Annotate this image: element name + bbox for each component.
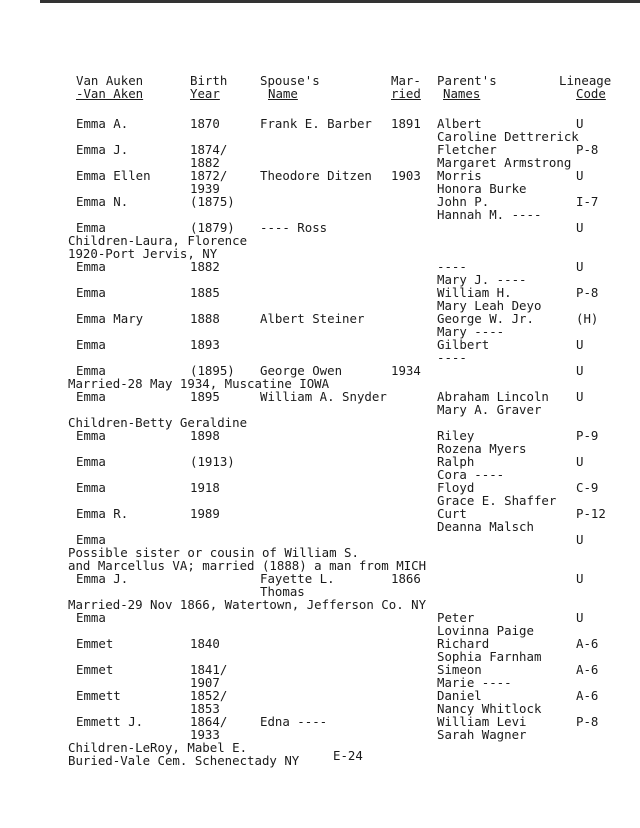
record-note-text: Buried-Vale Cem. Schenectady NY <box>68 753 300 768</box>
entry-name: Emma <box>76 337 106 352</box>
entry-name: Emma <box>76 259 106 274</box>
record-row <box>0 637 640 663</box>
lineage-code: P-9 <box>576 428 599 443</box>
header-lineage-2: Code <box>576 86 606 101</box>
birth-year-end: 1939 <box>190 181 220 196</box>
birth-year: 1918 <box>190 480 220 495</box>
parent-father: Daniel <box>437 688 482 703</box>
header-married-2: ried <box>391 86 421 101</box>
birth-year: 1841/ <box>190 662 228 677</box>
married-year: 1866 <box>391 571 421 586</box>
parent-father: Ralph <box>437 454 475 469</box>
parent-father: Albert <box>437 116 482 131</box>
lineage-code: P-12 <box>576 506 606 521</box>
birth-year-end: 1907 <box>190 675 220 690</box>
record-row <box>0 286 640 312</box>
entry-name: Emmett J. <box>76 714 144 729</box>
parent-father: Curt <box>437 506 467 521</box>
spouse-name: George Owen <box>260 363 343 378</box>
entry-name: Emma <box>76 454 106 469</box>
record-note <box>0 754 640 767</box>
parent-mother: Caroline Dettrerick <box>437 129 579 144</box>
spouse-name: Frank E. Barber <box>260 116 372 131</box>
entry-name: Emma <box>76 532 106 547</box>
birth-year: (1895) <box>190 363 235 378</box>
parent-mother: Mary A. Graver <box>437 402 542 417</box>
entry-name: Emma J. <box>76 571 129 586</box>
top-rule <box>40 0 640 3</box>
birth-year: 1852/ <box>190 688 228 703</box>
entry-name: Emma <box>76 363 106 378</box>
birth-year: 1872/ <box>190 168 228 183</box>
parent-mother: Sophia Farnham <box>437 649 542 664</box>
spouse-name: Theodore Ditzen <box>260 168 372 183</box>
spouse-name: Edna ---- <box>260 714 328 729</box>
record-note-text: Children-Betty Geraldine <box>68 415 248 430</box>
married-year: 1903 <box>391 168 421 183</box>
lineage-code: U <box>576 116 584 131</box>
spouse-name: ---- Ross <box>260 220 328 235</box>
parent-father: Morris <box>437 168 482 183</box>
header-parents-1: Parent's <box>437 73 497 88</box>
entry-name: Emma <box>76 610 106 625</box>
birth-year: 1989 <box>190 506 220 521</box>
record-row <box>0 143 640 169</box>
parent-mother: Deanna Malsch <box>437 519 534 534</box>
lineage-code: A-6 <box>576 688 599 703</box>
spouse-name: Albert Steiner <box>260 311 365 326</box>
parent-father: Gilbert <box>437 337 490 352</box>
parent-father: Fletcher <box>437 142 497 157</box>
birth-year: 1895 <box>190 389 220 404</box>
record-row <box>0 689 640 715</box>
parent-father: Riley <box>437 428 475 443</box>
birth-year: 1898 <box>190 428 220 443</box>
parent-father: William Levi <box>437 714 527 729</box>
entry-name: Emma <box>76 428 106 443</box>
record-note-text: Possible sister or cousin of William S. <box>68 545 359 560</box>
record-list <box>0 117 640 767</box>
record-note-text: Married-29 Nov 1866, Watertown, Jefferson Co. NY <box>68 597 427 612</box>
record-row <box>0 507 640 533</box>
birth-year-end: 1853 <box>190 701 220 716</box>
birth-year: 1864/ <box>190 714 228 729</box>
lineage-code: U <box>576 389 584 404</box>
married-year: 1934 <box>391 363 421 378</box>
spouse-name-line2: Thomas <box>260 584 305 599</box>
lineage-code: U <box>576 532 584 547</box>
birth-year: 1870 <box>190 116 220 131</box>
record-row <box>0 715 640 741</box>
birth-year: 1874/ <box>190 142 228 157</box>
record-row <box>0 169 640 195</box>
parent-mother: Honora Burke <box>437 181 527 196</box>
lineage-code: I-7 <box>576 194 599 209</box>
entry-name: Emma Ellen <box>76 168 151 183</box>
parent-mother: Cora ---- <box>437 467 505 482</box>
record-row <box>0 260 640 286</box>
birth-year: 1882 <box>190 259 220 274</box>
record-note-text: and Marcellus VA; married (1888) a man from MICH <box>68 558 427 573</box>
column-header <box>0 74 640 104</box>
header-married-1: Mar- <box>391 73 421 88</box>
parent-father: Simeon <box>437 662 482 677</box>
birth-year-end: 1882 <box>190 155 220 170</box>
parent-father: Floyd <box>437 480 475 495</box>
parent-mother: Mary Leah Deyo <box>437 298 542 313</box>
married-year: 1891 <box>391 116 421 131</box>
lineage-code: C-9 <box>576 480 599 495</box>
parent-father: John P. <box>437 194 490 209</box>
record-row <box>0 338 640 364</box>
birth-year: 1885 <box>190 285 220 300</box>
parent-mother: Hannah M. ---- <box>437 207 542 222</box>
entry-name: Emmet <box>76 662 114 677</box>
birth-year-end: 1933 <box>190 727 220 742</box>
parent-mother: Mary J. ---- <box>437 272 527 287</box>
record-row <box>0 481 640 507</box>
parent-father: George W. Jr. <box>437 311 534 326</box>
entry-name: Emma <box>76 389 106 404</box>
header-name-2: -Van Aken <box>76 86 144 101</box>
birth-year: 1893 <box>190 337 220 352</box>
parent-father: Abraham Lincoln <box>437 389 549 404</box>
header-spouse-1: Spouse's <box>260 73 320 88</box>
lineage-code: P-8 <box>576 285 599 300</box>
birth-year: (1875) <box>190 194 235 209</box>
lineage-code: U <box>576 454 584 469</box>
entry-name: Emma <box>76 480 106 495</box>
parent-mother: ---- <box>437 350 467 365</box>
header-birth-1: Birth <box>190 73 228 88</box>
lineage-code: A-6 <box>576 636 599 651</box>
parent-father: ---- <box>437 259 467 274</box>
parent-father: Richard <box>437 636 490 651</box>
birth-year: (1879) <box>190 220 235 235</box>
record-row <box>0 195 640 221</box>
record-row <box>0 663 640 689</box>
record-note-text: Children-Laura, Florence <box>68 233 248 248</box>
entry-name: Emma <box>76 220 106 235</box>
lineage-code: P-8 <box>576 714 599 729</box>
record-row <box>0 390 640 416</box>
record-row <box>0 429 640 455</box>
parent-mother: Rozena Myers <box>437 441 527 456</box>
entry-name: Emma <box>76 285 106 300</box>
entry-name: Emma J. <box>76 142 129 157</box>
lineage-code: U <box>576 168 584 183</box>
parent-mother: Mary ---- <box>437 324 505 339</box>
record-note-text: 1920-Port Jervis, NY <box>68 246 218 261</box>
parent-mother: Marie ---- <box>437 675 512 690</box>
lineage-code: A-6 <box>576 662 599 677</box>
record-row <box>0 117 640 143</box>
entry-name: Emmet <box>76 636 114 651</box>
parent-mother: Margaret Armstrong <box>437 155 572 170</box>
header-name-1: Van Auken <box>76 73 144 88</box>
parent-mother: Lovinna Paige <box>437 623 534 638</box>
record-note-text: Children-LeRoy, Mabel E. <box>68 740 248 755</box>
page-number: E-24 <box>333 748 363 763</box>
lineage-code: P-8 <box>576 142 599 157</box>
birth-year: 1840 <box>190 636 220 651</box>
entry-name: Emma R. <box>76 506 129 521</box>
record-row <box>0 572 640 598</box>
header-spouse-2: Name <box>268 86 298 101</box>
entry-name: Emmett <box>76 688 121 703</box>
spouse-name: William A. Snyder <box>260 389 387 404</box>
parent-father: Peter <box>437 610 475 625</box>
entry-name: Emma A. <box>76 116 129 131</box>
parent-mother: Sarah Wagner <box>437 727 527 742</box>
lineage-code: U <box>576 220 584 235</box>
entry-name: Emma Mary <box>76 311 144 326</box>
lineage-code: U <box>576 610 584 625</box>
lineage-code: U <box>576 337 584 352</box>
parent-mother: Nancy Whitlock <box>437 701 542 716</box>
lineage-code: U <box>576 363 584 378</box>
record-row <box>0 455 640 481</box>
birth-year: 1888 <box>190 311 220 326</box>
entry-name: Emma N. <box>76 194 129 209</box>
record-row <box>0 611 640 637</box>
parent-father: William H. <box>437 285 512 300</box>
parent-mother: Grace E. Shaffer <box>437 493 557 508</box>
lineage-code: U <box>576 571 584 586</box>
lineage-code: (H) <box>576 311 599 326</box>
header-parents-2: Names <box>443 86 481 101</box>
lineage-code: U <box>576 259 584 274</box>
birth-year: (1913) <box>190 454 235 469</box>
header-lineage-1: Lineage <box>559 73 612 88</box>
record-row <box>0 312 640 338</box>
record-note-text: Married-28 May 1934, Muscatine IOWA <box>68 376 330 391</box>
spouse-name: Fayette L. <box>260 571 335 586</box>
header-birth-2: Year <box>190 86 220 101</box>
